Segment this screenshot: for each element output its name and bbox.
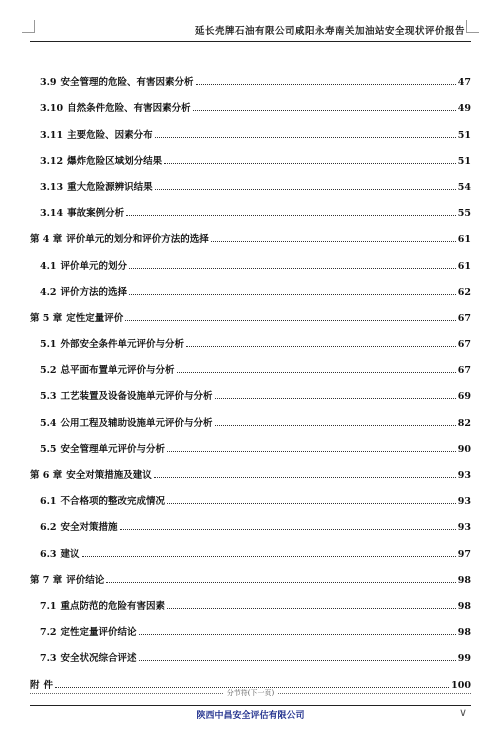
toc-entry-page: 97 [457,548,471,560]
toc-entry-number: 5.2 [40,365,57,377]
toc-entry[interactable] [30,560,471,586]
toc-dot-leader [167,451,456,452]
toc-entry-title: 重点防范的危险有害因素 [60,600,166,612]
toc-entry[interactable] [30,245,471,271]
table-of-contents [30,62,471,691]
toc-dot-leader [129,294,456,295]
toc-entry-page: 67 [457,365,471,377]
toc-entry[interactable] [30,612,471,638]
toc-entry-page: 98 [457,574,471,586]
toc-entry-number: 3.13 [40,181,64,193]
toc-entry-page: 51 [457,155,471,167]
toc-entry-title: 总平面布置单元评价与分析 [60,365,175,377]
toc-dot-leader [167,503,456,504]
page-footer: 陕西中昌安全评估有限公司 [196,711,305,721]
toc-entry-number: 5.3 [40,391,57,403]
toc-dot-leader [164,163,456,164]
toc-dot-leader [154,477,456,478]
toc-dot-leader [186,346,456,347]
toc-entry-page: 54 [457,181,471,193]
toc-entry-title: 建议 [60,548,80,560]
toc-entry[interactable] [30,455,471,481]
toc-entry-number: 3.9 [40,77,57,89]
toc-entry-page: 82 [457,417,471,429]
toc-dot-leader [139,660,456,661]
toc-entry-title: 安全状况综合评述 [60,653,137,665]
toc-entry-page: 55 [457,208,471,220]
toc-entry[interactable] [30,167,471,193]
toc-dot-leader [167,608,456,609]
toc-entry[interactable] [30,219,471,245]
toc-entry-title: 主要危险、因素分布 [67,129,153,141]
toc-entry[interactable] [30,376,471,402]
toc-entry[interactable] [30,664,471,690]
toc-entry-number: 附 [30,679,40,691]
toc-entry-number: 第 4 章 [30,234,63,246]
toc-entry-page: 51 [457,129,471,141]
toc-dot-leader [155,137,456,138]
toc-entry-number: 6.2 [40,522,57,534]
toc-entry-number: 3.11 [40,129,64,141]
toc-dot-leader [211,241,456,242]
toc-entry-number: 第 6 章 [30,470,63,481]
toc-entry-number: 6.1 [40,496,57,508]
toc-entry-number: 3.10 [40,103,64,115]
toc-entry-title: 事故案例分析 [67,208,125,220]
toc-dot-leader [126,215,456,216]
toc-dot-leader [215,425,456,426]
toc-entry[interactable] [30,507,471,533]
toc-entry-page: 93 [457,496,471,508]
toc-entry-number: 5.4 [40,417,57,429]
toc-entry-title: 评价方法的选择 [60,286,128,298]
toc-entry[interactable] [30,429,471,455]
toc-entry-number: 第 5 章 [30,312,63,324]
toc-dot-leader [139,634,456,635]
page-end-chevron-icon: ∨ [458,706,467,719]
toc-entry-title: 自然条件危险、有害因素分析 [67,103,191,115]
toc-entry-title: 安全对策措施 [60,522,118,534]
toc-entry-page: 93 [457,470,471,481]
toc-entry-title: 爆炸危险区域划分结果 [67,155,163,167]
toc-entry-page: 67 [457,312,471,324]
toc-entry-title: 安全管理的危险、有害因素分析 [60,77,194,89]
toc-entry[interactable] [30,114,471,140]
toc-entry-title: 定性定量评价结论 [60,627,137,639]
toc-entry-number: 第 7 章 [30,574,63,586]
toc-entry-number: 7.1 [40,600,57,612]
toc-entry[interactable] [30,324,471,350]
toc-entry-page: 90 [457,443,471,455]
toc-entry-page: 98 [457,600,471,612]
toc-entry-title: 不合格项的整改完成情况 [60,496,166,508]
toc-entry-title: 工艺装置及设备设施单元评价与分析 [60,391,213,403]
toc-dot-leader [125,320,456,321]
toc-entry-title: 重大危险源辨识结果 [67,181,153,193]
toc-entry-page: 98 [457,627,471,639]
toc-dot-leader [196,84,456,85]
section-break-label: 分节符(下一页) [0,688,501,698]
toc-entry-page: 62 [457,286,471,298]
page-header: 延长壳牌石油有限公司咸阳永寿南关加油站安全现状评价报告 [30,22,471,42]
toc-entry-title: 公用工程及辅助设施单元评价与分析 [60,417,213,429]
toc-entry-number: 7.2 [40,627,57,639]
toc-dot-leader [129,268,456,269]
toc-entry-title: 评价单元的划分 [60,260,128,272]
toc-entry[interactable] [30,193,471,219]
toc-entry-title: 外部安全条件单元评价与分析 [60,339,185,351]
toc-entry[interactable] [30,141,471,167]
toc-entry[interactable] [30,272,471,298]
toc-entry-title: 安全管理单元评价与分析 [60,443,166,455]
toc-entry-number: 3.14 [40,208,64,220]
toc-entry-number: 4.1 [40,260,57,272]
toc-entry[interactable] [30,62,471,88]
toc-dot-leader [177,372,456,373]
toc-entry-number: 5.1 [40,339,57,351]
footer-rule [30,705,471,706]
toc-entry[interactable] [30,586,471,612]
toc-entry[interactable] [30,298,471,324]
toc-entry-page: 47 [457,77,471,89]
toc-entry-page: 61 [457,234,471,246]
toc-entry-title: 件 [43,679,54,691]
toc-dot-leader [155,189,456,190]
toc-dot-leader [106,582,456,583]
toc-entry-title: 安全对策措施及建议 [66,470,152,481]
toc-entry-title: 评价结论 [66,574,105,586]
toc-entry[interactable] [30,533,471,559]
toc-entry-page: 49 [457,103,471,115]
toc-entry[interactable] [30,88,471,114]
toc-entry-page: 93 [457,522,471,534]
toc-dot-leader [82,556,456,557]
toc-entry-page: 100 [451,679,471,691]
toc-entry[interactable] [30,638,471,664]
toc-dot-leader [193,110,456,111]
toc-entry-page: 61 [457,260,471,272]
toc-entry-number: 5.5 [40,443,57,455]
toc-entry-number: 3.12 [40,155,64,167]
toc-entry-page: 99 [457,653,471,665]
toc-dot-leader [120,529,456,530]
toc-entry-number: 7.3 [40,653,57,665]
toc-entry[interactable] [30,350,471,376]
toc-entry-number: 4.2 [40,286,57,298]
toc-entry[interactable] [30,481,471,507]
toc-entry-number: 6.3 [40,548,57,560]
toc-entry-title: 评价单元的划分和评价方法的选择 [66,234,209,246]
toc-entry-title: 定性定量评价 [66,312,124,324]
toc-entry[interactable] [30,402,471,428]
toc-dot-leader [215,398,456,399]
toc-entry-page: 69 [457,391,471,403]
toc-entry-page: 67 [457,339,471,351]
